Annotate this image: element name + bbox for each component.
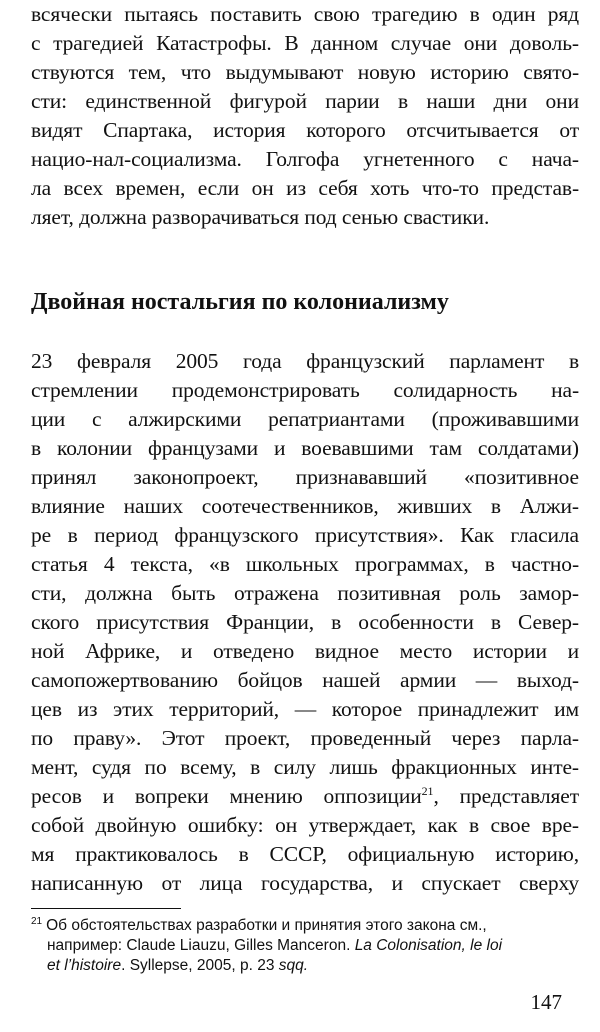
footnote-line (47, 958, 579, 974)
footnote-title: et l’histoire (47, 957, 122, 974)
text-line: ре в период французского присутствия». Как гласила (31, 523, 579, 547)
text-line (31, 783, 579, 808)
text-line: стремлении продемонстрировать солидарность на- (31, 378, 579, 402)
text-line: самопожертвованию бойцов нашей армии — выход- (31, 668, 579, 692)
footnote-divider (31, 908, 181, 909)
footnote-text: Об обстоятельствах разработки и принятия этого закона см., (46, 917, 487, 934)
text-line: по праву». Этот проект, проведенный через парла- (31, 726, 579, 750)
footnote-text: . Syllepse, 2005, p. 23 (121, 957, 279, 974)
text-line: мент, судя по всему, в силу лишь фракционных инте- (31, 755, 579, 779)
text-line: влияние наших соотечественников, живших в Алжи- (31, 494, 579, 518)
text-line: статья 4 текста, «в школьных программах, в частно- (31, 552, 579, 576)
text-line: всячески пытаясь поставить свою трагедию в один ряд (31, 2, 579, 26)
footnote-line (47, 938, 579, 954)
text-line: ла всех времен, если он из себя хоть что-то представ- (31, 176, 579, 200)
text-line: ствуются тем, что выдумывают новую историю свято- (31, 60, 579, 84)
footnote-reference[interactable]: 21 (421, 783, 434, 798)
text-line: с трагедией Катастрофы. В данном случае они доволь- (31, 31, 579, 55)
text-line: ляет, должна разворачиваться под сенью свастики. (31, 205, 490, 229)
footnote-text-italic: sqq. (278, 957, 309, 974)
text-line: сти: единственной фигурой парии в наши дни они (31, 89, 579, 113)
footnote-title: La Colonisation, le loi (354, 937, 503, 954)
text-line: собой двойную ошибку: он утверждает, как в свое вре- (31, 813, 579, 837)
text-line: 23 февраля 2005 года французский парламент в (31, 349, 579, 373)
footnote-number: 21 (31, 916, 43, 927)
text-line: ского присутствия Франции, в особенности в Север- (31, 610, 579, 634)
text-segment: ресов и вопреки мнению оппозиции (31, 784, 422, 808)
text-line: сти, должна быть отражена позитивная роль замор- (31, 581, 579, 605)
footnote-line (31, 918, 579, 934)
text-line: принял законопроект, признававший «позитивное (31, 465, 579, 489)
page-number: 147 (530, 990, 562, 1014)
text-line: в колонии французами и воевавшими там солдатами) (31, 436, 579, 460)
text-line: видят Спартака, история которого отсчитывается от (31, 118, 579, 142)
section-heading: Двойная ностальгия по колониализму (31, 289, 449, 315)
text-segment: , представляет (433, 784, 579, 808)
text-line: мя практиковалось в СССР, официальную историю, (31, 842, 579, 866)
text-line: написанную от лица государства, и спускает сверху (31, 871, 579, 895)
text-line: ной Африке, и отведено видное место истории и (31, 639, 579, 663)
text-line: ции с алжирскими репатриантами (проживавшими (31, 407, 579, 431)
text-line: цев из этих территорий, — которое принадлежит им (31, 697, 579, 721)
footnote-text: например: Claude Liauzu, Gilles Manceron. (47, 937, 355, 954)
text-line: нацио-нал-социализма. Голгофа угнетенного с нача- (31, 147, 579, 171)
